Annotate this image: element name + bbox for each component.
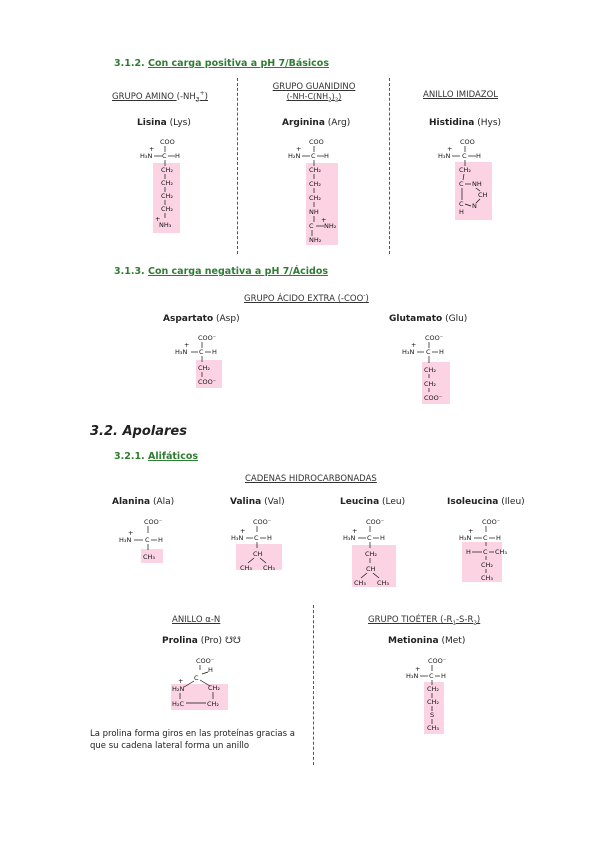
- svg-text:NH: NH: [472, 180, 482, 188]
- svg-text:H₂N: H₂N: [172, 685, 185, 693]
- svg-text:H₃N: H₃N: [438, 152, 451, 160]
- svg-text:C: C: [309, 222, 314, 230]
- svg-text:C: C: [429, 672, 434, 680]
- svg-text:COO: COO: [309, 138, 324, 146]
- svg-text:COO⁻: COO⁻: [198, 334, 217, 342]
- svg-text:CH₂: CH₂: [161, 192, 174, 200]
- svg-text:H₃N: H₃N: [402, 348, 415, 356]
- svg-text:NH₃: NH₃: [159, 221, 172, 229]
- svg-text:+: +: [415, 665, 421, 673]
- svg-text:CH₂: CH₂: [309, 194, 322, 202]
- arginina-label: Arginina (Arg): [282, 118, 351, 128]
- svg-text:H: H: [466, 548, 471, 556]
- svg-text:COO⁻: COO⁻: [144, 518, 163, 526]
- svg-text:C: C: [459, 180, 464, 188]
- thioether-group-heading: GRUPO TIOÉTER $(-R_1-S-R_2)$: [368, 615, 481, 627]
- svg-text:CH₂: CH₂: [207, 700, 220, 708]
- svg-text:CH₂: CH₂: [424, 380, 437, 388]
- svg-text:COO: COO: [460, 138, 475, 146]
- svg-text:CH₃: CH₃: [427, 724, 440, 732]
- imidazol-ring-heading: ANILLO IMIDAZOL: [423, 90, 499, 100]
- svg-text:CH: CH: [366, 565, 376, 573]
- column-divider-3: [313, 605, 314, 765]
- svg-text:H: H: [459, 208, 464, 216]
- svg-text:H₃N: H₃N: [175, 348, 188, 356]
- svg-text:C: C: [145, 536, 150, 544]
- svg-text:C: C: [199, 348, 204, 356]
- svg-text:C: C: [462, 152, 467, 160]
- svg-text:C: C: [367, 534, 372, 542]
- histidina-label: Histidina (Hys): [429, 118, 502, 128]
- column-divider-2: [389, 78, 390, 254]
- svg-text:H₃N: H₃N: [140, 152, 153, 160]
- svg-text:CH₂: CH₂: [424, 366, 437, 374]
- svg-text:H: H: [380, 534, 385, 542]
- svg-text:H₃N: H₃N: [343, 534, 356, 542]
- aspartato-label: Aspartato (Asp): [163, 314, 240, 324]
- svg-text:C: C: [483, 548, 488, 556]
- svg-text:H: H: [496, 534, 501, 542]
- svg-text:H: H: [208, 666, 213, 674]
- column-divider-1: [237, 78, 238, 254]
- svg-text:CH₂: CH₂: [161, 166, 174, 174]
- svg-text:C: C: [483, 534, 488, 542]
- svg-text:CH₂: CH₂: [459, 166, 472, 174]
- svg-text:COO⁻: COO⁻: [428, 657, 447, 665]
- svg-text:CH₂: CH₂: [365, 550, 378, 558]
- prolina-label: Prolina (Pro) ☋☋: [162, 636, 241, 646]
- svg-text:C: C: [426, 348, 431, 356]
- svg-text:+: +: [128, 529, 134, 537]
- svg-text:COO: COO: [160, 138, 175, 146]
- section-3-2-1-title: 3.2.1. Alifáticos: [114, 451, 199, 462]
- glutamato-label: Glutamato (Glu): [389, 314, 468, 324]
- svg-text:S: S: [430, 711, 435, 719]
- svg-text:H: H: [476, 152, 481, 160]
- svg-text:+: +: [296, 145, 302, 153]
- svg-text:H: H: [175, 152, 180, 160]
- svg-text:+: +: [447, 145, 453, 153]
- svg-text:NH: NH: [309, 208, 319, 216]
- svg-text:+: +: [468, 527, 474, 535]
- metionina-structure: [404, 652, 464, 738]
- section-number: 3.1.2.: [114, 58, 145, 69]
- acid-group-heading: GRUPO ÁCIDO EXTRA (-COO-): [244, 292, 369, 304]
- svg-text:+: +: [321, 216, 327, 224]
- svg-text:+: +: [178, 677, 184, 685]
- svg-text:H₃N: H₃N: [231, 534, 244, 542]
- section-3-2-title: 3.2. Apolares: [90, 424, 187, 439]
- metionina-label: Metionina (Met): [388, 636, 466, 646]
- isoleucina-structure: [458, 514, 520, 586]
- glutamato-structure: [400, 330, 462, 408]
- guanidino-group-heading: GRUPO GUANIDINO $(-NH-C(NH_2)_2)$: [272, 82, 356, 104]
- leucina-structure: [342, 514, 404, 590]
- section-label: Con carga positiva a pH 7/Básicos: [147, 58, 329, 69]
- svg-text:H: H: [324, 152, 329, 160]
- svg-text:CH₃: CH₃: [377, 579, 390, 587]
- svg-text:+: +: [184, 341, 190, 349]
- svg-text:CH₂: CH₂: [427, 698, 440, 706]
- svg-text:H₃N: H₃N: [406, 672, 419, 680]
- svg-text:CH₃: CH₃: [354, 579, 367, 587]
- svg-text:COO⁻: COO⁻: [482, 518, 501, 526]
- svg-text:CH₂: CH₂: [481, 561, 494, 569]
- alanina-structure: [118, 514, 174, 566]
- svg-text:H₃N: H₃N: [119, 536, 132, 544]
- leucina-label: Leucina (Leu): [340, 497, 406, 507]
- aspartato-structure: [172, 330, 232, 392]
- section-3-1-2-title: [114, 58, 329, 69]
- svg-text:+: +: [240, 527, 246, 535]
- svg-text:CH₃: CH₃: [263, 564, 276, 572]
- svg-text:C: C: [254, 534, 259, 542]
- svg-text:C: C: [194, 674, 199, 682]
- svg-text:CH₃: CH₃: [481, 574, 494, 582]
- svg-text:CH: CH: [478, 191, 488, 199]
- svg-text:C: C: [459, 200, 464, 208]
- svg-text:CH₂: CH₂: [161, 205, 174, 213]
- svg-text:COO⁻: COO⁻: [253, 518, 272, 526]
- svg-text:H: H: [441, 672, 446, 680]
- svg-text:+: +: [149, 145, 155, 153]
- svg-text:+: +: [411, 341, 417, 349]
- svg-text:H: H: [212, 348, 217, 356]
- svg-text:COO⁻: COO⁻: [198, 378, 217, 386]
- svg-text:CH₂: CH₂: [208, 684, 221, 692]
- section-3-1-3-title: 3.1.3. Con carga negativa a pH 7/Ácidos: [114, 266, 329, 277]
- svg-text:CH₂: CH₂: [309, 166, 322, 174]
- hydrocarbon-chain-heading: CADENAS HIDROCARBONADAS: [245, 474, 377, 484]
- svg-text:NH₂: NH₂: [324, 222, 337, 230]
- prolina-note: La prolina forma giros en las proteínas gracias a que su cadena lateral forma un anillo: [90, 729, 295, 751]
- svg-text:H: H: [158, 536, 163, 544]
- svg-text:H₂N: H₂N: [288, 152, 301, 160]
- svg-text:C: C: [162, 152, 167, 160]
- svg-text:CH₃: CH₃: [240, 564, 253, 572]
- svg-text:H: H: [267, 534, 272, 542]
- arginina-structure: [286, 134, 350, 248]
- lisina-label: Lisina (Lys): [137, 118, 191, 128]
- svg-text:H₃N: H₃N: [459, 534, 472, 542]
- valina-structure: [230, 514, 290, 574]
- valina-label: Valina (Val): [230, 497, 285, 507]
- amino-group-heading: GRUPO AMINO $(-NH_3^+)$: [112, 90, 208, 104]
- svg-text:H₂C: H₂C: [172, 700, 185, 708]
- svg-text:CH₃: CH₃: [495, 548, 508, 556]
- svg-text:CH₂: CH₂: [427, 685, 440, 693]
- lisina-structure: [135, 134, 195, 238]
- svg-text:+: +: [155, 215, 161, 223]
- svg-text:CH₂: CH₂: [309, 180, 322, 188]
- svg-text:CH₂: CH₂: [198, 364, 211, 372]
- svg-text:H: H: [439, 348, 444, 356]
- svg-text:CH: CH: [253, 550, 263, 558]
- svg-text:COO⁻: COO⁻: [425, 334, 444, 342]
- svg-text:CH₂: CH₂: [161, 179, 174, 187]
- isoleucina-label: Isoleucina (Ileu): [447, 497, 525, 507]
- prolina-structure: [168, 652, 234, 714]
- alanina-label: Alanina (Ala): [112, 497, 175, 507]
- svg-text:N: N: [472, 202, 477, 210]
- alpha-n-ring-heading: ANILLO α-N: [172, 615, 221, 625]
- svg-text:COO⁻: COO⁻: [424, 394, 443, 402]
- svg-text:CH₃: CH₃: [143, 553, 156, 561]
- svg-text:NH₂: NH₂: [309, 236, 322, 244]
- svg-text:COO⁻: COO⁻: [366, 518, 385, 526]
- histidina-structure: [436, 134, 502, 224]
- svg-text:COO⁻: COO⁻: [196, 657, 215, 665]
- svg-text:+: +: [352, 527, 358, 535]
- svg-text:C: C: [311, 152, 316, 160]
